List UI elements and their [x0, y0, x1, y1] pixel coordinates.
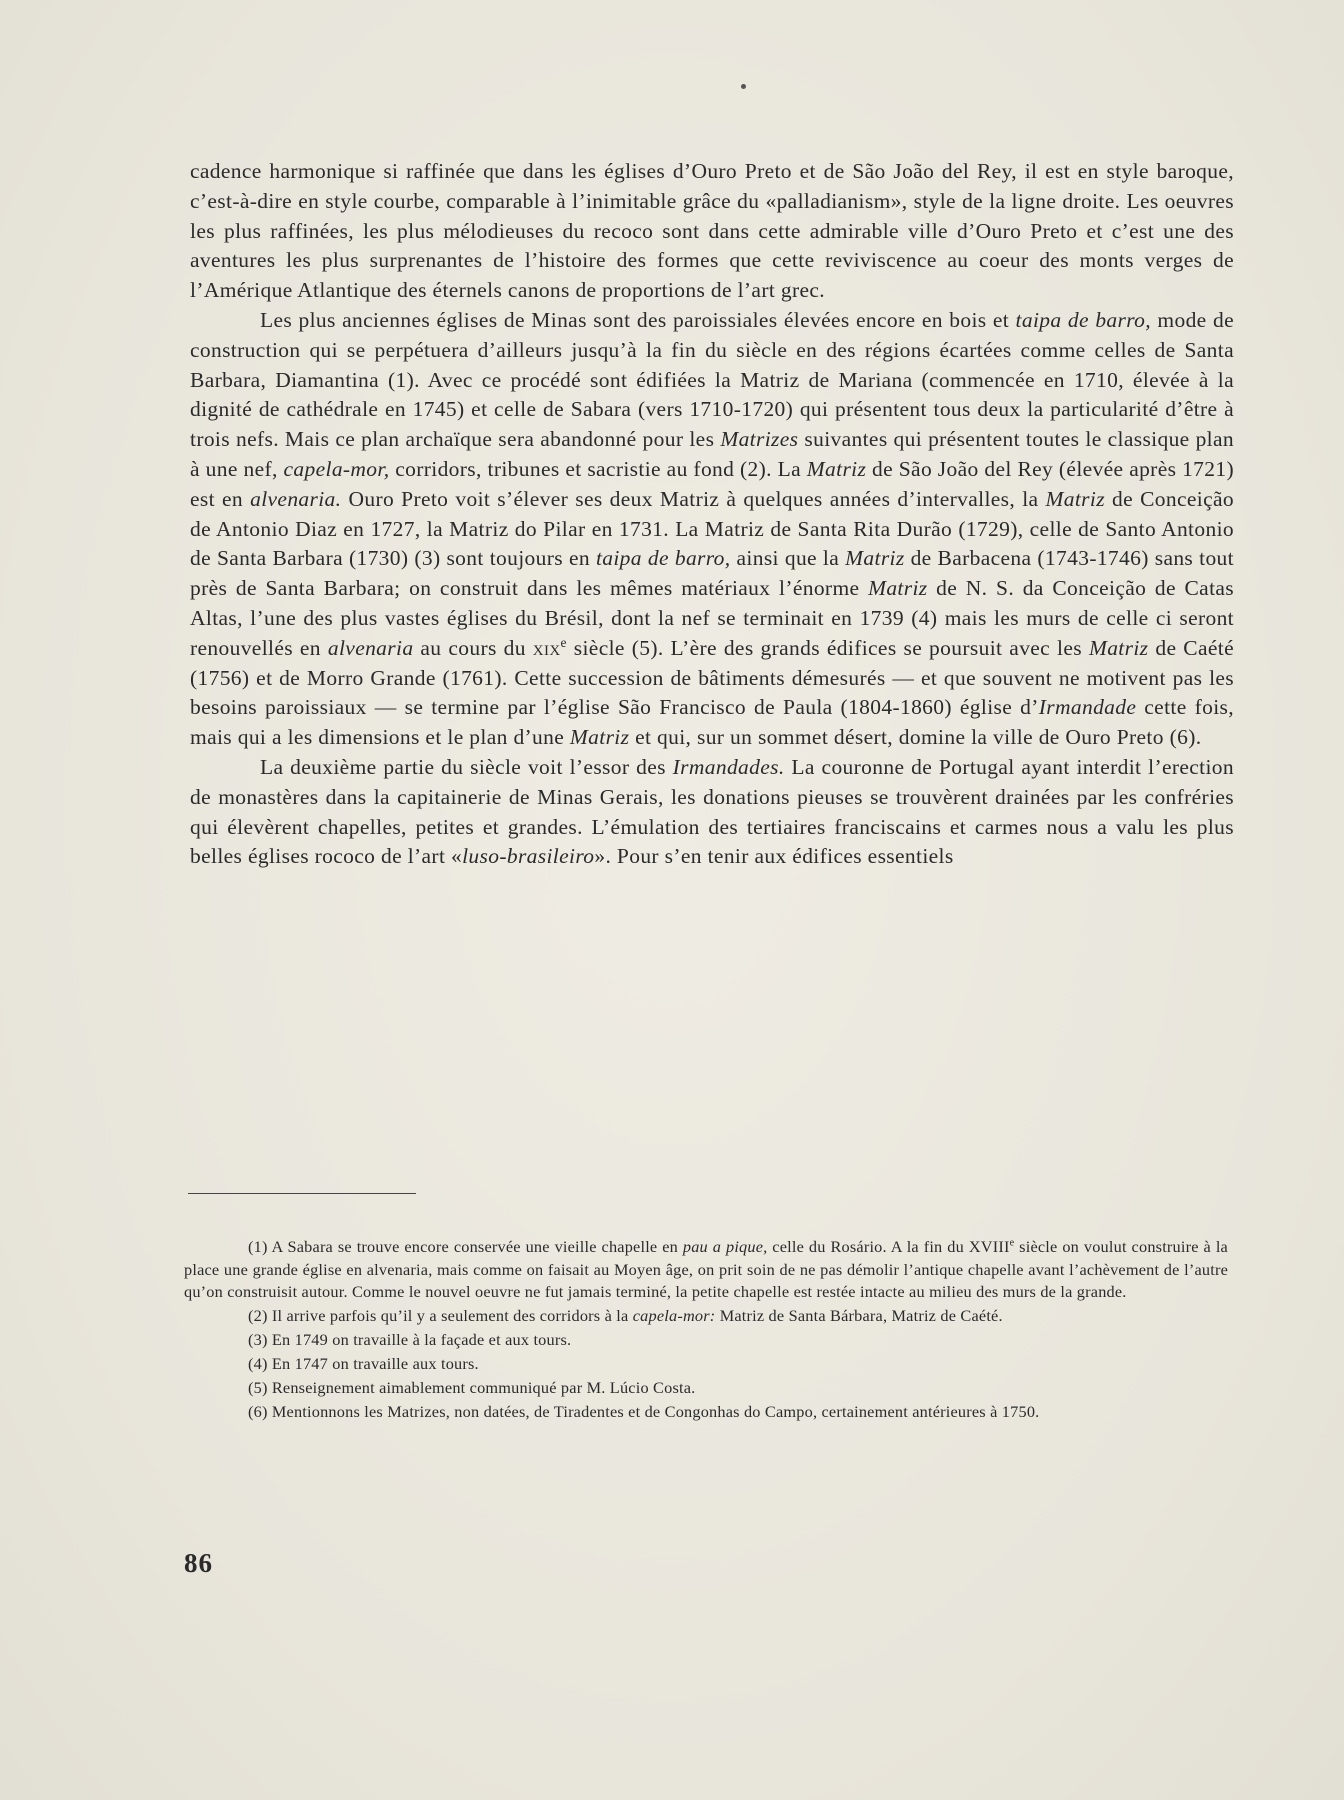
footnote [184, 1329, 1228, 1352]
footnote [184, 1353, 1228, 1376]
footnote [184, 1377, 1228, 1400]
text-run: (2) Il arrive parfois qu’il y a seulement des corridors à la [248, 1306, 633, 1325]
text-run: (1) A Sabara se trouve encore conservée une vieille chapelle en [248, 1237, 683, 1256]
italic-text: Matriz [1045, 486, 1105, 511]
text-run: de Barbacena (1743-1746) sans tout près de Santa Barbara; on construit dans les mêmes matériaux l’énorme [190, 546, 1234, 601]
italic-text: taipa de barro, [595, 546, 731, 571]
text-run: et qui, sur un sommet désert, domine la ville de Ouro Preto (6). [629, 725, 1202, 750]
text-run: ». Pour s’en tenir aux édifices essentiels [594, 844, 954, 869]
text-run: suivantes qui présentent toutes le classique plan à une nef, [190, 427, 1234, 481]
italic-text: capela-mor, [283, 456, 390, 481]
footnotes [184, 1236, 1228, 1425]
italic-text: Matriz [1088, 635, 1149, 660]
italic-text: Matriz [868, 576, 928, 601]
text-run: de Conceição de Antonio Diaz en 1727, la Matriz do Pilar en 1731. La Matriz de Santa Rita Durão (1729), celle de Santo Antonio de Santa Barbara (1730) (3) sont toujours en [190, 486, 1235, 571]
italic-text: Matriz [845, 546, 905, 571]
text-run: cadence harmonique si raffinée que dans les églises d’Ouro Preto et de São João del Rey, il est en style baroque, c’est-à-dire en style courbe, comparable à l’inimitable grâce du «palladianism», style de la ligne droite. Les oeuvres les plus raffinées, les plus mélodieuses du recoco sont dans cette admirable ville d’Ouro Preto et c’est une des aventures les plus surprenantes de l’histoire des formes que cette reviviscence au coeur des monts verges de l’Amérique Atlantique des éternels canons de proportions de l’art grec. [190, 159, 1234, 303]
text-run: de Caété (1756) et de Morro Grande (1761). Cette succession de bâtiments démesurés — et que souvent ne motivent pas les besoins paroissiaux — se termine par l’église São Francisco de Paula (1804-1860) église d’ [190, 635, 1234, 720]
text-run: (6) Mentionnons les Matrizes, non datées, de Tiradentes et de Congonhas do Campo, certainement antérieures à 1750. [248, 1402, 1040, 1421]
italic-text: Matriz [806, 456, 867, 481]
superscript-text: e [1009, 1237, 1015, 1249]
italic-text: luso-brasileiro [462, 844, 595, 869]
paragraph [190, 157, 1234, 306]
footnote [184, 1305, 1228, 1328]
paragraph [190, 306, 1234, 753]
page-number: 86 [184, 1548, 213, 1578]
text-run: siècle on voulut construire à la place une grande église en alvenaria, mais comme on faisait au Moyen âge, on prit soin de ne pas démolir l’antique chapelle avant l’achèvement de l’autre qu’on construisit autour. Comme le nouvel oeuvre ne fut jamais terminé, la petite chapelle est restée intacte au milieu des murs de la grande. [184, 1237, 1228, 1301]
text-run: siècle (5). L’ère des grands édifices se poursuit avec les [566, 635, 1089, 660]
text-run: ainsi que la [730, 546, 846, 571]
footnote-separator [188, 1193, 416, 1194]
italic-text: Matriz [569, 725, 630, 750]
italic-text: alvenaria [327, 635, 414, 660]
text-run: La deuxième partie du siècle voit l’essor des [260, 754, 673, 779]
text-run: Matriz de Santa Bárbara, Matriz de Caété. [715, 1306, 1003, 1325]
text-run: mode de construction qui se perpétuera d’ailleurs jusqu’à la fin du siècle en des régions écartées comme celles de Santa Barbara, Diamantina (1). Avec ce procédé sont édifiées la Matriz de Mariana (commencée en 1710, élevée à la dignité de cathédrale en 1745) et celle de Sabara (vers 1710-1720) qui présentent tous deux la particularité d’être à trois nefs. Mais ce plan archaïque sera abandonné pour les [190, 307, 1234, 452]
footnote [184, 1236, 1228, 1304]
text-run: Les plus anciennes églises de Minas sont des paroissiales élevées encore en bois et [260, 307, 1016, 332]
text-run: cette fois, mais qui a les dimensions et le plan d’une [190, 695, 1234, 750]
text-run: (3) En 1749 on travaille à la façade et aux tours. [248, 1330, 572, 1349]
text-run: de N. S. da Conceição de Catas Altas, l’une des plus vastes églises du Brésil, dont la nef se terminait en 1739 (4) mais les murs de celle ci seront renouvellés en [190, 576, 1234, 660]
text-run: au cours du [413, 635, 533, 660]
footnote [184, 1401, 1228, 1424]
text-run: celle du Rosário. A la fin du XVIII [767, 1237, 1010, 1256]
text-run: Ouro Preto voit s’élever ses deux Matriz à quelques années d’intervalles, la [341, 486, 1046, 511]
italic-text: pau a pique, [682, 1237, 768, 1256]
italic-text: capela-mor: [632, 1306, 716, 1325]
italic-text: Irmandades. [672, 754, 785, 779]
italic-text: Irmandade [1038, 695, 1137, 720]
text-run: corridors, tribunes et sacristie au fond (2). La [389, 456, 807, 481]
ink-dot-mark [741, 84, 746, 89]
paragraph [190, 753, 1234, 872]
text-run: (4) En 1747 on travaille aux tours. [248, 1354, 479, 1373]
text-run: de São João del Rey (élevée après 1721) est en [190, 456, 1234, 511]
text-run: La couronne de Portugal ayant interdit l’erection de monastères dans la capitainerie de Minas Gerais, les donations pieuses se trouvèrent drainées par les confréries qui élevèrent chapelles, petites et grandes. L’émulation des tertiaires franciscains et carmes nous a valu les plus belles églises rococo de l’art « [190, 754, 1234, 869]
text-run: (5) Renseignement aimablement communiqué par M. Lúcio Costa. [248, 1378, 696, 1397]
italic-text: taipa de barro, [1015, 307, 1151, 332]
italic-text: Matrizes [720, 427, 799, 452]
text-run: xix [532, 635, 561, 660]
italic-text: alvenaria. [250, 486, 342, 511]
superscript-text: e [560, 634, 567, 650]
main-text [190, 157, 1234, 872]
